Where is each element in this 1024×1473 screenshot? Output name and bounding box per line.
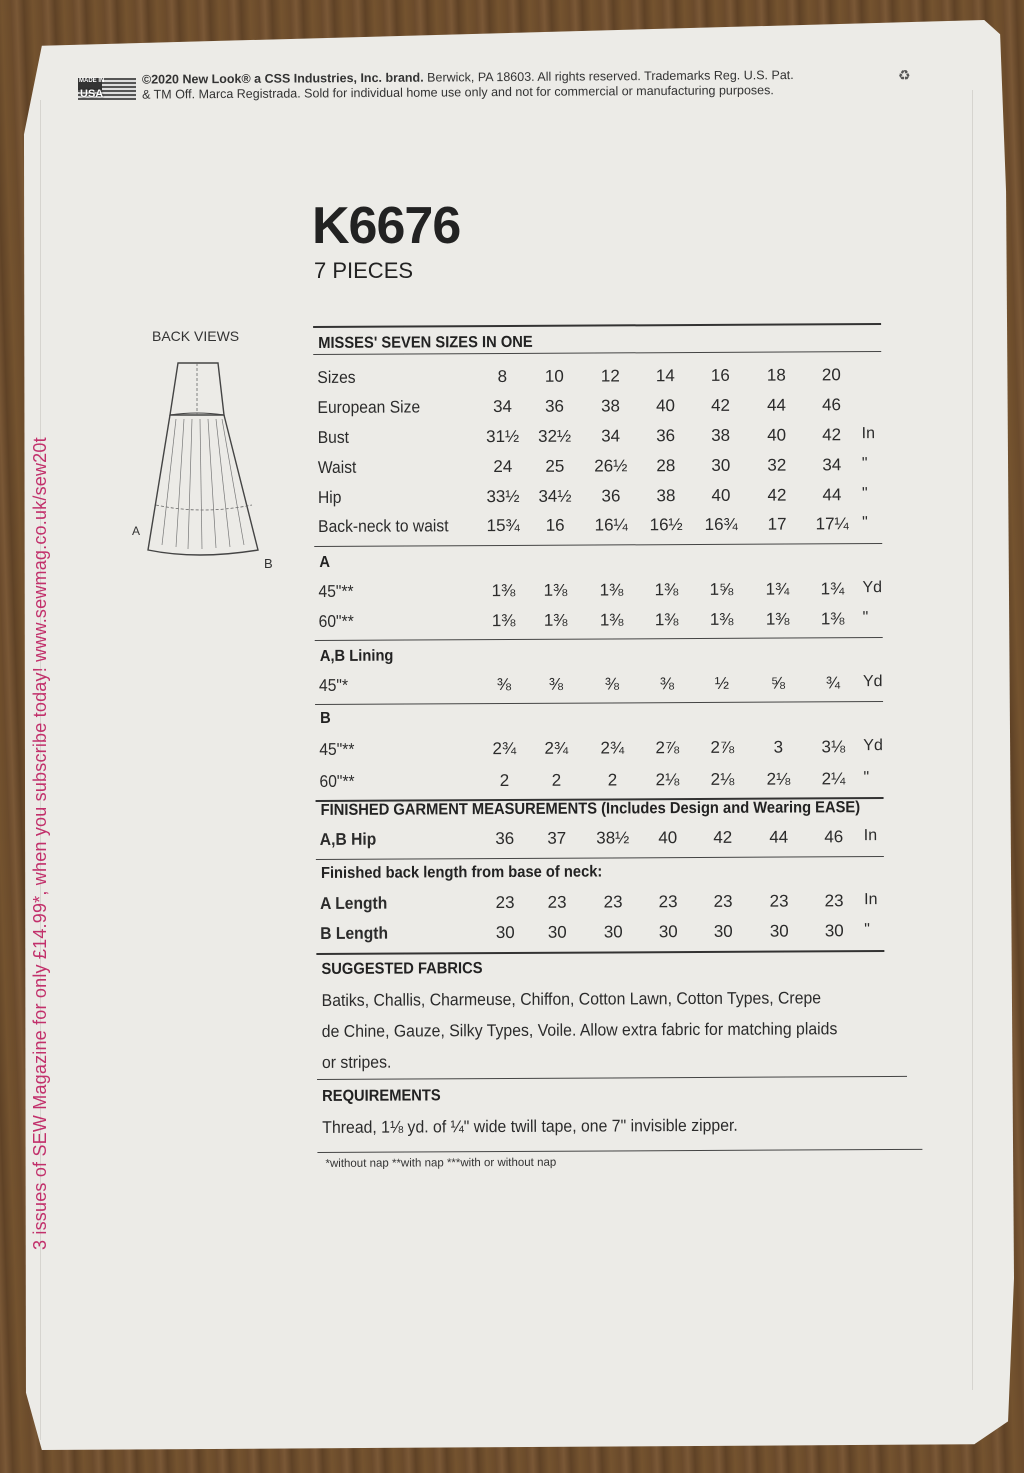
cell: 2 bbox=[499, 770, 510, 791]
cell: 2¾ bbox=[492, 738, 517, 759]
cell: 2¾ bbox=[544, 738, 569, 758]
cell: 38 bbox=[656, 486, 676, 506]
cell: 1⅜ bbox=[599, 610, 624, 630]
cell: 23 bbox=[824, 891, 844, 911]
table-row bbox=[315, 673, 890, 698]
cell: 17¼ bbox=[815, 514, 849, 534]
suggested-fabrics-title: SUGGESTED FABRICS bbox=[321, 960, 483, 978]
cell: 2⅛ bbox=[710, 769, 735, 789]
cell: 16¼ bbox=[594, 515, 628, 535]
unit: " bbox=[864, 921, 870, 939]
recycle-icon: ♻ bbox=[898, 67, 911, 83]
cell: 1⅜ bbox=[709, 609, 734, 629]
cell: 25 bbox=[545, 456, 565, 476]
table-row bbox=[314, 579, 889, 604]
cell: 32½ bbox=[538, 426, 572, 446]
view-a-label: A bbox=[132, 524, 141, 538]
cell: 16½ bbox=[649, 515, 683, 535]
table-row bbox=[313, 395, 888, 420]
cell: ⅜ bbox=[604, 674, 620, 694]
cell: 26½ bbox=[594, 456, 628, 476]
usa-label: USA bbox=[80, 88, 104, 100]
cell: 38 bbox=[711, 425, 731, 445]
table-row bbox=[316, 921, 891, 946]
copyright-brand: ©2020 New Look® a CSS Industries, Inc. brand. bbox=[141, 70, 424, 87]
row-label: 60"** bbox=[318, 611, 354, 631]
cell: 36 bbox=[544, 396, 565, 416]
cell: 12 bbox=[600, 366, 620, 386]
cell: 38½ bbox=[596, 828, 630, 848]
table-row bbox=[314, 425, 889, 450]
cell: 46 bbox=[821, 395, 842, 415]
view-b-label: B bbox=[264, 556, 273, 571]
table-row bbox=[315, 737, 890, 762]
cell: 42 bbox=[710, 395, 731, 415]
unit: In bbox=[861, 425, 876, 443]
cell: 2⅞ bbox=[710, 737, 735, 757]
cell: 40 bbox=[658, 828, 678, 848]
cell: 18 bbox=[766, 365, 786, 385]
cell: 23 bbox=[547, 892, 567, 912]
cell: 1⅜ bbox=[599, 580, 624, 600]
table-row bbox=[313, 365, 888, 390]
cell: 1⅜ bbox=[543, 610, 568, 630]
cell: 30 bbox=[603, 922, 623, 942]
cell: 1⅝ bbox=[709, 579, 734, 599]
requirements-title: REQUIREMENTS bbox=[322, 1087, 441, 1105]
cell: 33½ bbox=[486, 486, 520, 507]
unit: " bbox=[863, 769, 870, 787]
cell: 34 bbox=[601, 426, 621, 446]
unit: Yd bbox=[862, 673, 883, 691]
table-row bbox=[314, 485, 889, 510]
row-label: A,B Hip bbox=[319, 829, 377, 849]
cell: 1⅜ bbox=[491, 610, 516, 631]
cell: 10 bbox=[544, 366, 564, 386]
section-lining-title: A,B Lining bbox=[319, 647, 394, 665]
cell: 40 bbox=[711, 485, 731, 505]
sew-magazine-promo: 3 issues of SEW Magazine for only £14.99*, when you subscribe today! www.sewmag.co.uk/sew20t bbox=[30, 437, 50, 1250]
cell: 42 bbox=[822, 425, 842, 445]
table-row bbox=[315, 769, 890, 794]
cell: 1⅜ bbox=[543, 580, 568, 600]
cell: 1⅜ bbox=[765, 609, 790, 629]
cell: 2 bbox=[551, 770, 562, 790]
cell: 38 bbox=[600, 396, 621, 416]
cell: 2 bbox=[607, 770, 618, 790]
cell: 36 bbox=[601, 486, 621, 506]
cell: 1⅜ bbox=[820, 609, 845, 629]
cell: 28 bbox=[656, 456, 676, 476]
unit: Yd bbox=[863, 737, 883, 755]
row-label: Hip bbox=[317, 487, 342, 507]
cell: 15¾ bbox=[486, 515, 520, 536]
cell: 2⅛ bbox=[766, 769, 791, 789]
table-row bbox=[314, 455, 889, 480]
row-label: 45"* bbox=[318, 675, 349, 695]
row-label: A Length bbox=[320, 893, 388, 913]
cell: 16¾ bbox=[704, 514, 738, 534]
cell: 36 bbox=[656, 426, 676, 446]
cell: 46 bbox=[824, 827, 844, 847]
made-in-usa-flag bbox=[78, 78, 136, 100]
cell: 2¾ bbox=[600, 738, 625, 758]
cell: ⅜ bbox=[548, 674, 564, 694]
cell: 14 bbox=[655, 366, 675, 386]
cell: 40 bbox=[655, 396, 676, 416]
unit: " bbox=[861, 485, 868, 503]
envelope-overlay bbox=[22, 20, 1014, 1450]
unit: " bbox=[861, 455, 868, 473]
cell: 1⅜ bbox=[654, 580, 679, 600]
envelope-flap-right bbox=[972, 90, 973, 1390]
unit: In bbox=[863, 827, 878, 845]
unit: In bbox=[864, 891, 878, 909]
cell: 16 bbox=[710, 365, 730, 385]
cell: 34½ bbox=[538, 486, 572, 506]
pattern-number: K6676 bbox=[312, 197, 461, 255]
row-label: Sizes bbox=[317, 367, 356, 387]
cell: 1⅜ bbox=[654, 610, 679, 630]
cell: 2⅞ bbox=[655, 738, 680, 758]
cell: 23 bbox=[713, 891, 733, 911]
cell: 30 bbox=[769, 921, 789, 941]
copyright-notice bbox=[142, 67, 882, 102]
table-row bbox=[314, 514, 889, 539]
cell: 23 bbox=[495, 892, 515, 913]
cell: ⅝ bbox=[770, 673, 786, 693]
cell: 8 bbox=[497, 366, 508, 387]
cell: 3 bbox=[773, 737, 784, 757]
cell: 30 bbox=[711, 455, 731, 475]
cell: 42 bbox=[767, 485, 787, 505]
row-label: 60"** bbox=[319, 771, 355, 791]
cell: 30 bbox=[713, 921, 733, 941]
cell: 1¾ bbox=[765, 579, 790, 599]
cell: 23 bbox=[769, 891, 789, 911]
section-b-title: B bbox=[320, 709, 331, 727]
cell: ¾ bbox=[825, 673, 841, 693]
made-in-label: MADE IN bbox=[79, 78, 105, 84]
table-row bbox=[316, 827, 891, 852]
cell: 23 bbox=[658, 892, 678, 912]
finished-length-subtitle: Finished back length from base of neck: bbox=[320, 863, 603, 882]
cell: 44 bbox=[822, 485, 842, 505]
cell: 1⅜ bbox=[491, 580, 516, 601]
cell: 44 bbox=[766, 395, 787, 415]
cell: ½ bbox=[714, 673, 730, 693]
cell: 34 bbox=[822, 455, 842, 475]
cell: 32 bbox=[767, 455, 787, 475]
back-views-title: BACK VIEWS bbox=[152, 328, 240, 344]
requirements-text: Thread, 1⅛ yd. of ¼" wide twill tape, one 7" invisible zipper. bbox=[322, 1115, 738, 1137]
cell: ⅜ bbox=[496, 674, 512, 695]
cell: 23 bbox=[603, 892, 623, 912]
skirt-back-view-illustration bbox=[140, 355, 270, 565]
cell: 34 bbox=[492, 396, 513, 417]
cell: 2⅛ bbox=[655, 770, 680, 790]
finished-measurements-title: FINISHED GARMENT MEASUREMENTS (Includes Design and Wearing EASE) bbox=[320, 799, 861, 819]
table-row bbox=[316, 891, 891, 916]
cell: 44 bbox=[769, 827, 789, 847]
cell: 20 bbox=[821, 365, 841, 385]
cell: 17 bbox=[767, 514, 787, 534]
cell: 16 bbox=[545, 515, 565, 535]
cell: 1¾ bbox=[820, 579, 845, 599]
table-row bbox=[315, 609, 890, 634]
cell: 37 bbox=[547, 828, 567, 848]
sizes-section-title: MISSES' SEVEN SIZES IN ONE bbox=[318, 333, 533, 352]
copyright-rest: Berwick, PA 18603. All rights reserved. Trademarks Reg. U.S. Pat. bbox=[423, 68, 794, 85]
suggested-fabrics-text: Batiks, Challis, Charmeuse, Chiffon, Cotton Lawn, Cotton Types, Crepe de Chine, Gauze, Silky Types, Voile. Allow extra fabric for matching plaids or stripes. bbox=[321, 988, 838, 1072]
unit: Yd bbox=[862, 579, 883, 597]
row-label: European Size bbox=[317, 397, 421, 417]
row-label: 45"** bbox=[318, 581, 354, 601]
pattern-pieces: 7 PIECES bbox=[314, 258, 414, 283]
cell: 42 bbox=[713, 827, 733, 847]
cell: 31½ bbox=[486, 426, 520, 447]
row-label: Waist bbox=[317, 457, 357, 477]
row-label: B Length bbox=[320, 923, 389, 943]
unit: " bbox=[862, 609, 869, 627]
cell: 30 bbox=[824, 921, 844, 941]
cell: 36 bbox=[495, 828, 515, 849]
footnote: *without nap **with nap ***with or without nap bbox=[325, 1156, 557, 1170]
unit: " bbox=[862, 514, 868, 532]
cell: 30 bbox=[495, 922, 515, 943]
cell: 3⅛ bbox=[821, 737, 846, 757]
cell: 2¼ bbox=[821, 769, 846, 789]
cell: 40 bbox=[767, 425, 787, 445]
section-a-title: A bbox=[319, 553, 331, 571]
row-label: 45"** bbox=[319, 739, 355, 759]
row-label: Back-neck to waist bbox=[318, 516, 449, 536]
cell: 30 bbox=[658, 922, 678, 942]
cell: 30 bbox=[547, 922, 567, 942]
row-label: Bust bbox=[317, 427, 350, 447]
copyright-line2: & TM Off. Marca Registrada. Sold for individual home use only and not for commercial or manufacturing purposes. bbox=[142, 83, 774, 102]
cell: ⅜ bbox=[659, 674, 675, 694]
cell: 24 bbox=[493, 456, 513, 477]
